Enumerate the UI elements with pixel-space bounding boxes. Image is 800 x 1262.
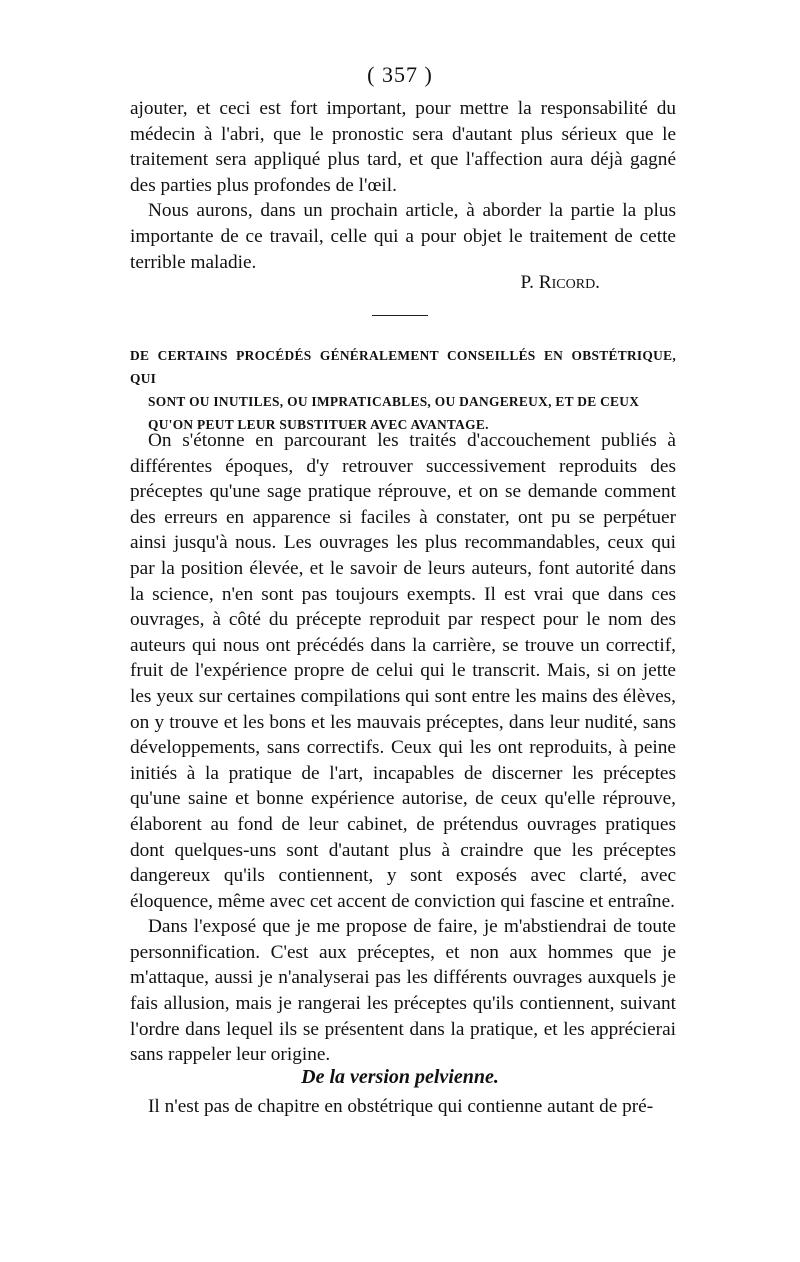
intro-text xyxy=(130,96,676,275)
page-number: ( 357 ) xyxy=(367,62,433,87)
author-signature: P. Ricord. xyxy=(520,272,600,293)
section-heading-line: SONT OU INUTILES, OU IMPRATICABLES, OU DANGEREUX, ET DE CEUX xyxy=(148,394,640,409)
subsection-heading: De la version pelvienne. xyxy=(301,1066,499,1088)
intro-paragraph: Nous aurons, dans un prochain article, à aborder la partie la plus importante de ce travail, celle qui a pour objet le traitement de cette terrible maladie. xyxy=(130,200,676,273)
section-heading xyxy=(130,344,676,436)
body-paragraph: Dans l'exposé que je me propose de faire, je m'abstiendrai de toute personnification. C'est aux préceptes, et non aux hommes que je m'attaque, aussi je n'analyserai pas les différents ouvrages auxquels je fais allusion, mais je rangerai les préceptes qu'ils contiennent, suivant l'ordre dans lequel ils se présentent dans la pratique, et les apprécierai sans rappeler leur origine. xyxy=(130,916,676,1066)
body-paragraph: On s'étonne en parcourant les traités d'accouchement publiés à différentes époques, d'y retrouver successivement reproduits des préceptes qu'une sage pratique réprouve, et on se demande comment des erreurs en apparence si faciles à constater, ont pu se perpétuer ainsi jusqu'à nous. Les ouvrages les plus recommandables, ceux qui par la position élevée, et le savoir de leurs auteurs, font autorité dans la science, n'en sont pas toujours exempts. Il est vrai que dans ces ouvrages, à côté du précepte reproduit par respect pour le nom des auteurs qui nous ont précédés dans la carrière, se trouve un correctif, fruit de l'expérience propre de celui qui le transcrit. Mais, si on jette les yeux sur certaines compilations qui sont entre les mains des élèves, on y trouve et les bons et les mauvais préceptes, dans leur nudité, sans développements, sans correctifs. Ceux qui les ont reproduits, à peine initiés à la pratique de l'art, incapables de discerner les préceptes qu'une saine et bonne expérience autorise, de ceux qu'elle réprouve, élaborent au fond de leur cabinet, de prétendus ouvrages pratiques dont quelques-uns sont d'autant plus à craindre que les préceptes dangereux qu'ils contiennent, y sont exposés avec clarté, avec éloquence, même avec cet accent de conviction qui fascine et entraîne. xyxy=(130,430,676,912)
intro-paragraph: ajouter, et ceci est fort important, pour mettre la responsabilité du médecin à l'abri, que le pronostic sera d'autant plus sérieux que le traitement sera appliqué plus tard, et que l'affection aura déjà gagné des parties plus profondes de l'œil. xyxy=(130,98,676,196)
section-divider xyxy=(372,315,428,316)
article-body xyxy=(130,428,676,1068)
section-heading-line: DE CERTAINS PROCÉDÉS GÉNÉRALEMENT CONSEILLÉS EN OBSTÉTRIQUE, QUI xyxy=(130,348,676,386)
body-paragraph: Il n'est pas de chapitre en obstétrique qui contienne autant de pré- xyxy=(148,1096,654,1117)
final-text xyxy=(130,1094,676,1120)
section-heading-line: QU'ON PEUT LEUR SUBSTITUER AVEC AVANTAGE. xyxy=(148,417,489,432)
